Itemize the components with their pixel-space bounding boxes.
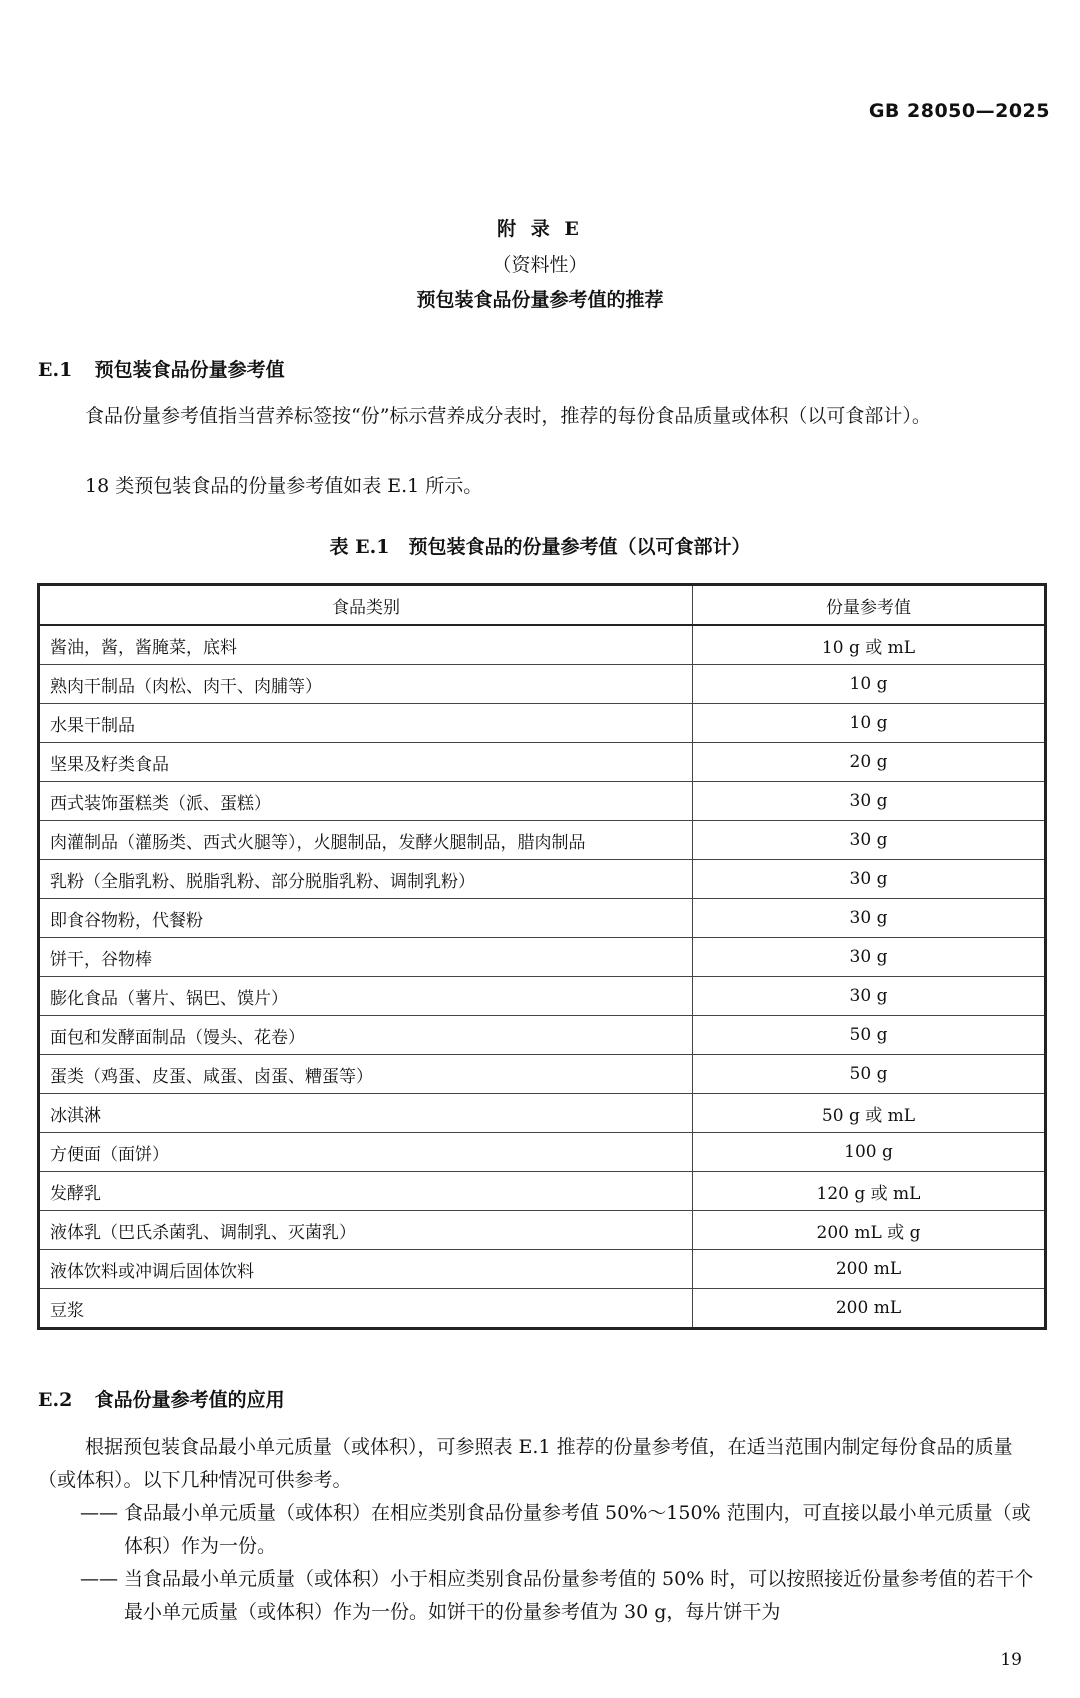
- list-item: [80, 1563, 1048, 1629]
- portion-value-cell: 30 g: [693, 782, 1046, 821]
- portion-value-cell: 50 g: [693, 1016, 1046, 1055]
- portion-value-cell: 30 g: [693, 938, 1046, 977]
- table-row: [39, 938, 1046, 977]
- food-category-cell: 水果干制品: [39, 704, 693, 743]
- table-row: [39, 782, 1046, 821]
- table-row: [39, 1289, 1046, 1329]
- section-e2-title: 食品份量参考值的应用: [94, 1389, 285, 1411]
- portion-value-cell: 50 g: [693, 1055, 1046, 1094]
- table-row: [39, 1016, 1046, 1055]
- portion-value-cell: 200 mL: [693, 1250, 1046, 1289]
- table-row: [39, 1055, 1046, 1094]
- portion-value-cell: 30 g: [693, 860, 1046, 899]
- food-category-cell: 坚果及籽类食品: [39, 743, 693, 782]
- food-category-cell: 酱油，酱，酱腌菜，底料: [39, 625, 693, 665]
- portion-value-cell: 30 g: [693, 821, 1046, 860]
- food-category-cell: 膨化食品（薯片、锅巴、馍片）: [39, 977, 693, 1016]
- header-portion-value: 份量参考值: [693, 585, 1046, 626]
- standard-number: GB 28050—2025: [868, 100, 1050, 122]
- table-row: [39, 1133, 1046, 1172]
- food-category-cell: 液体乳（巴氏杀菌乳、调制乳、灭菌乳）: [39, 1211, 693, 1250]
- portion-value-cell: 10 g: [693, 665, 1046, 704]
- food-category-cell: 液体饮料或冲调后固体饮料: [39, 1250, 693, 1289]
- food-category-cell: 西式装饰蛋糕类（派、蛋糕）: [39, 782, 693, 821]
- table-row: [39, 860, 1046, 899]
- food-category-cell: 豆浆: [39, 1289, 693, 1329]
- portion-value-cell: 200 mL 或 g: [693, 1211, 1046, 1250]
- portion-value-cell: 30 g: [693, 899, 1046, 938]
- section-e1-number: E.1: [38, 359, 73, 381]
- list-item-text: 食品最小单元质量（或体积）在相应类别食品份量参考值 50%～150% 范围内，可直接以最小单元质量（或体积）作为一份。: [124, 1502, 1031, 1557]
- header-food-category: 食品类别: [39, 585, 693, 626]
- section-e2-heading: [38, 1385, 285, 1412]
- table-row: [39, 625, 1046, 665]
- table-header-row: [39, 585, 1046, 626]
- food-category-cell: 发酵乳: [39, 1172, 693, 1211]
- table-row: [39, 1094, 1046, 1133]
- table-body: [39, 625, 1046, 1329]
- food-category-cell: 冰淇淋: [39, 1094, 693, 1133]
- section-e2-paragraph-1: 根据预包装食品最小单元质量（或体积），可参照表 E.1 推荐的份量参考值，在适当范围内制定每份食品的质量（或体积）。以下几种情况可供参考。: [38, 1436, 1013, 1491]
- food-category-cell: 面包和发酵面制品（馒头、花卷）: [39, 1016, 693, 1055]
- portion-reference-table: [37, 583, 1047, 1330]
- portion-value-cell: 120 g 或 mL: [693, 1172, 1046, 1211]
- portion-value-cell: 10 g 或 mL: [693, 625, 1046, 665]
- table-row: [39, 665, 1046, 704]
- food-category-cell: 肉灌制品（灌肠类、西式火腿等），火腿制品，发酵火腿制品，腊肉制品: [39, 821, 693, 860]
- list-item: [80, 1497, 1048, 1563]
- section-e2-number: E.2: [38, 1389, 73, 1411]
- portion-value-cell: 50 g 或 mL: [693, 1094, 1046, 1133]
- portion-value-cell: 100 g: [693, 1133, 1046, 1172]
- food-category-cell: 方便面（面饼）: [39, 1133, 693, 1172]
- section-e1-title: 预包装食品份量参考值: [94, 359, 285, 381]
- portion-value-cell: 10 g: [693, 704, 1046, 743]
- portion-value-cell: 20 g: [693, 743, 1046, 782]
- food-category-cell: 蛋类（鸡蛋、皮蛋、咸蛋、卤蛋、糟蛋等）: [39, 1055, 693, 1094]
- table-row: [39, 704, 1046, 743]
- food-category-cell: 即食谷物粉，代餐粉: [39, 899, 693, 938]
- table-row: [39, 1172, 1046, 1211]
- appendix-nature: （资料性）: [492, 254, 588, 276]
- table-caption: 表 E.1 预包装食品的份量参考值（以可食部计）: [329, 536, 751, 558]
- list-item-text: 当食品最小单元质量（或体积）小于相应类别食品份量参考值的 50% 时，可以按照接近份量参考值的若干个最小单元质量（或体积）作为一份。如饼干的份量参考值为 30 g，每片饼干为: [124, 1568, 1034, 1623]
- appendix-label: 附 录 E: [497, 218, 583, 240]
- section-e1-paragraph-2: 18 类预包装食品的份量参考值如表 E.1 所示。: [85, 475, 483, 497]
- page-number: 19: [1000, 1650, 1022, 1670]
- table-row: [39, 821, 1046, 860]
- portion-value-cell: 30 g: [693, 977, 1046, 1016]
- section-e1-heading: [38, 355, 285, 382]
- section-e1-paragraph-1: 食品份量参考值指当营养标签按“份”标示营养成分表时，推荐的每份食品质量或体积（以可食部计）。: [85, 405, 931, 427]
- food-category-cell: 乳粉（全脂乳粉、脱脂乳粉、部分脱脂乳粉、调制乳粉）: [39, 860, 693, 899]
- table-row: [39, 899, 1046, 938]
- table-row: [39, 1211, 1046, 1250]
- table-row: [39, 1250, 1046, 1289]
- appendix-title: 预包装食品份量参考值的推荐: [416, 289, 664, 311]
- table-row: [39, 977, 1046, 1016]
- food-category-cell: 饼干，谷物棒: [39, 938, 693, 977]
- food-category-cell: 熟肉干制品（肉松、肉干、肉脯等）: [39, 665, 693, 704]
- portion-value-cell: 200 mL: [693, 1289, 1046, 1329]
- dash-bullet: ——: [80, 1568, 118, 1590]
- dash-bullet: ——: [80, 1502, 118, 1524]
- table-row: [39, 743, 1046, 782]
